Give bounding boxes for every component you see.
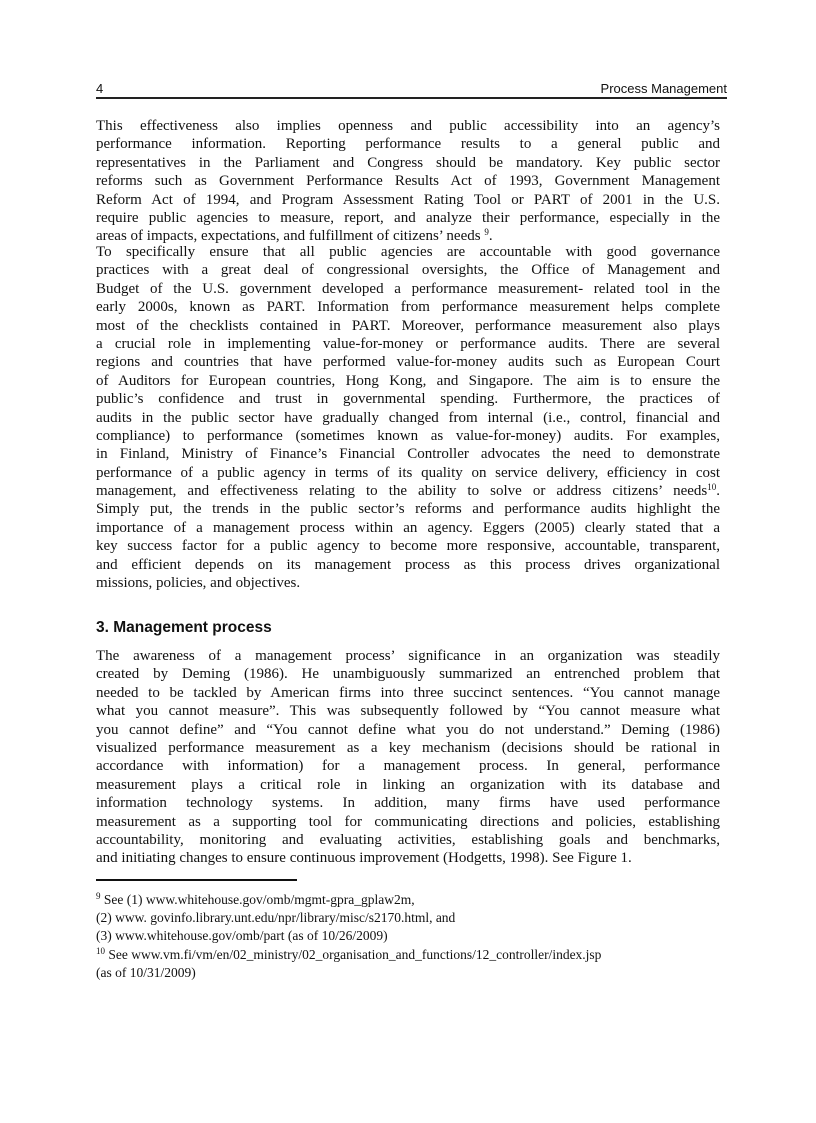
text-line [96,739,720,757]
line-text: missions, policies, and objectives. [96,575,301,592]
line-text: areas of impacts, expectations, and fulfillment of citizens’ needs [96,228,485,245]
text-line [96,209,720,227]
text-line [96,702,720,720]
line-text: performance of a public agency in terms of its quality on service delivery, efficiency in cost [96,464,720,481]
text-line [96,721,720,739]
line-text: Budget of the U.S. government developed a performance measurement- related tool in the [96,280,720,297]
line-text: in Finland, Ministry of Finance’s Financial Controller advocates the need to demonstrate [96,446,720,463]
line-text: importance of a management process within an agency. Eggers (2005) clearly stated that a [96,519,720,536]
footnote-text: See (1) www.whitehouse.gov/omb/mgmt-gpra_gplaw2m, [100,892,415,907]
line-text: representatives in the Parliament and Congress should be mandatory. Key public sector [96,154,720,171]
line-text: accordance with information) for a management process. In general, performance [96,758,720,775]
footnote-line [96,909,726,927]
footnote-text: (3) www.whitehouse.gov/omb/part (as of 10/26/2009) [96,928,388,944]
line-text: accountability, monitoring and evaluating activities, establishing goals and benchmarks, [96,831,720,848]
text-line [96,335,720,353]
line-text: This effectiveness also implies openness and public accessibility into an agency’s [96,118,720,134]
footnote-ref: 9 [484,227,489,238]
text-line [96,261,720,279]
text-line [96,353,720,371]
footnote-text: See www.vm.fi/vm/en/02_ministry/02_organisation_and_functions/12_controller/index.jsp [105,946,602,962]
line-text: Simply put, the trends in the public sector’s reforms and performance audits highlight the [96,501,720,518]
text-line [96,243,720,261]
text-line [96,647,720,665]
line-text: require public agencies to measure, report, and analyze their performance, especially in the [96,209,720,226]
line-text: The awareness of a management process’ significance in an organization was steadily [96,648,720,664]
text-line [96,794,720,812]
line-text: practices with a great deal of congressional oversights, the Office of Management and [96,262,720,279]
footnote-text: (2) www. govinfo.library.unt.edu/npr/library/misc/s2170.html, and [96,910,456,926]
footnote-line [96,891,726,909]
line-text: . [716,483,720,500]
text-line [96,831,720,849]
text-line [96,556,720,574]
footnotes [96,891,726,982]
running-title: Process Management [600,81,727,96]
line-text: Reform Act of 1994, and Program Assessment Rating Tool or PART of 2001 in the U.S. [96,191,720,208]
footnote-rule [96,879,297,881]
footnote-line [96,927,726,945]
text-line [96,172,720,190]
text-line [96,372,720,390]
text-line [96,464,720,482]
paragraph-1 [96,117,720,246]
line-text: visualized performance measurement as a key mechanism (decisions should be rational in [96,739,720,756]
paragraph-3 [96,647,720,868]
text-line [96,135,720,153]
footnote-text: (as of 10/31/2009) [96,964,196,980]
header-rule [96,97,727,99]
page-number: 4 [96,81,104,96]
text-line [96,849,720,867]
line-text: needed to be tackled by American firms into three succinct sentences. “You cannot manage [96,684,720,701]
text-line [96,317,720,335]
text-line [96,445,720,463]
text-line [96,390,720,408]
line-text: measurement plays a critical role in linking an organization with its database and [96,776,720,793]
line-text: . [488,228,493,245]
line-text: reforms such as Government Performance Results Act of 1993, Government Management [96,173,720,190]
line-text: performance information. Reporting performance results to a general public and [96,136,720,153]
line-text: public’s confidence and trust in governmental spending. Furthermore, the practices of [96,391,720,408]
text-line [96,813,720,831]
footnote-ref: 10 [707,482,717,493]
text-line [96,154,720,172]
line-text: most of the checklists contained in PART. Moreover, performance measurement also plays [96,317,720,334]
text-line [96,191,720,209]
text-line [96,537,720,555]
line-text: and initiating changes to ensure continuous improvement (Hodgetts, 1998). See Figure 1. [96,850,632,867]
text-line [96,298,720,316]
footnote-number: 10 [96,945,105,956]
text-line [96,574,720,592]
line-text: and efficient depends on its management process as this process drives organizational [96,556,720,573]
line-text: what you cannot measure”. This was subsequently followed by “You cannot measure what [96,703,720,720]
footnote-line [96,946,726,964]
text-line [96,519,720,537]
text-line [96,280,720,298]
text-line [96,409,720,427]
line-text: management, and effectiveness relating to the ability to solve or address citizens’ needs [96,483,708,500]
text-line [96,482,720,500]
text-line [96,665,720,683]
page-header [96,80,727,98]
line-text: To specifically ensure that all public agencies are accountable with good governance [96,244,720,260]
text-line [96,684,720,702]
line-text: a crucial role in implementing value-for-money or performance audits. There are several [96,335,720,352]
text-line [96,117,720,135]
section-heading: 3. Management process [96,619,272,636]
line-text: key success factor for a public agency to become more responsive, accountable, transparent, [96,538,720,555]
text-line [96,427,720,445]
line-text: of Auditors for European countries, Hong Kong, and Singapore. The aim is to ensure the [96,372,720,389]
line-text: regions and countries that have performed value-for-money audits such as European Court [96,354,720,371]
footnote-number: 9 [96,891,101,901]
line-text: measurement as a supporting tool for communicating directions and policies, establishing [96,813,720,830]
line-text: audits in the public sector have gradually changed from internal (i.e., control, financial and [96,409,720,426]
text-line [96,776,720,794]
line-text: you cannot define” and “You cannot define what you do not understand.” Deming (1986) [96,721,720,738]
text-line [96,757,720,775]
paragraph-2 [96,243,720,592]
line-text: created by Deming (1986). He unambiguously summarized an entrenched problem that [96,666,720,683]
footnote-line [96,964,726,982]
line-text: early 2000s, known as PART. Information from performance measurement helps complete [96,299,720,316]
line-text: compliance) to performance (sometimes known as value-for-money) audits. For examples, [96,427,720,444]
text-line [96,500,720,518]
line-text: information technology systems. In addition, many firms have used performance [96,795,720,812]
